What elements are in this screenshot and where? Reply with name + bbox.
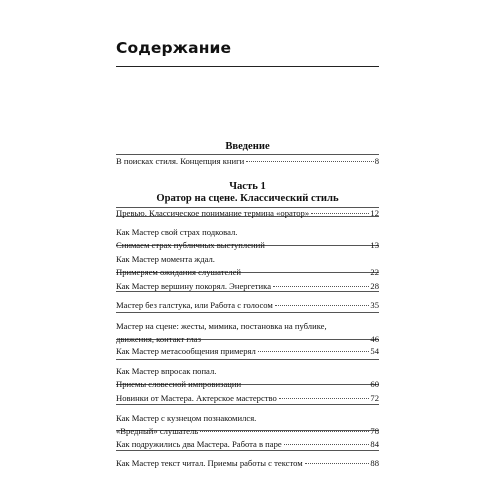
entry-title: «Вредный» слушатель [116,425,199,436]
entry-title: Снимаем страх публичных выступлений [116,239,265,250]
entry-title: Новинки от Мастера. Актерское мастерство [116,393,277,403]
dot-leader [267,245,370,246]
toc-entry[interactable] [116,320,379,345]
entry-divider [116,359,379,360]
entry-title: В поисках стиля. Концепция книги [116,156,245,166]
dot-leader [246,161,373,162]
toc-entry[interactable] [116,226,379,251]
toc-entry[interactable] [116,299,379,312]
toc-entry[interactable] [116,438,379,451]
part1-title-line2: Оратор на сцене. Классический стиль [156,193,339,204]
page-number: 88 [370,458,379,468]
dot-leader [258,351,370,352]
page-number: 78 [370,425,379,436]
toc-entry[interactable] [116,365,379,390]
heading-underline [116,66,379,67]
dot-leader [203,339,369,340]
dot-leader [279,398,370,399]
entry-title: Как Мастер вершину покорял. Энергетика [116,281,272,291]
contents-heading: Содержание [116,39,232,57]
entry-title: движения, контакт глаз [116,333,201,344]
part1-title-line1: Часть 1 [229,181,266,192]
page-number: 72 [370,393,379,403]
dot-leader [273,286,369,287]
dot-leader [305,463,370,464]
page-number: 84 [370,439,379,449]
toc-entry[interactable] [116,207,379,220]
entry-title: Как Мастер текст читал. Приемы работы с текстом [116,458,303,468]
page-number: 46 [370,333,379,344]
page-number: 54 [370,346,379,356]
toc-entry[interactable] [116,345,379,358]
toc-entry[interactable] [116,392,379,405]
entry-title: Приемы словесной импровизации [116,378,242,389]
dot-leader [275,305,370,306]
toc-entry[interactable] [116,253,379,278]
entry-title: Как Мастер впросак попал. [116,366,217,376]
dot-leader [284,444,370,445]
page-number: 13 [370,239,379,250]
entry-title: Как Мастер момента ждал. [116,254,215,264]
page-number: 60 [370,378,379,389]
entry-title: Превью. Классическое понимание термина «оратор» [116,208,310,218]
intro-section-title: Введение [225,141,270,152]
entry-title: Как Мастер свой страх подковал. [116,227,238,237]
page-number: 12 [370,208,379,218]
toc-entry[interactable] [116,412,379,437]
dot-leader [200,431,369,432]
dot-leader [243,384,369,385]
entry-title: Примеряем ожидания слушателей [116,266,241,277]
page-number: 22 [370,266,379,277]
dot-leader [243,272,369,273]
page-number: 8 [374,156,379,166]
entry-title: Как Мастер метасообщения примерял [116,346,256,356]
dot-leader [311,213,369,214]
entry-title: Как Мастер с кузнецом познакомился. [116,413,257,423]
entry-title: Как подружились два Мастера. Работа в паре [116,439,282,449]
toc-entry[interactable] [116,280,379,293]
page-number: 28 [370,281,379,291]
toc-entry[interactable] [116,155,379,168]
entry-title: Мастер на сцене: жесты, мимика, постановка на публике, [116,321,327,331]
entry-divider [116,312,379,313]
toc-entry[interactable] [116,457,379,470]
entry-title: Мастер без галстука, или Работа с голосом [116,300,273,310]
page-number: 35 [370,300,379,310]
